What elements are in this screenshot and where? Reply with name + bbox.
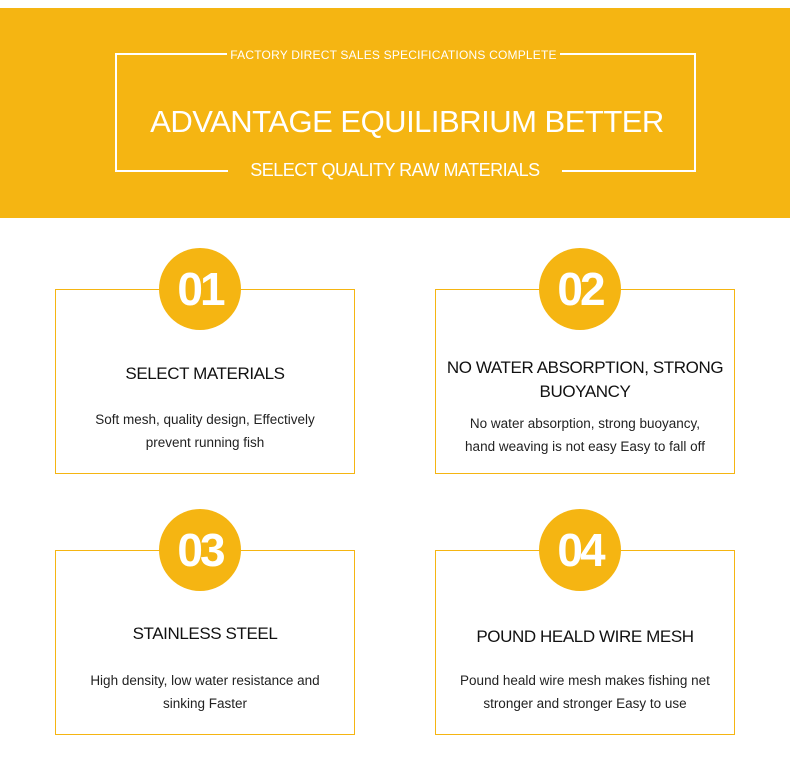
feature-description xyxy=(56,669,354,715)
feature-number-badge: 03 xyxy=(159,509,241,591)
feature-description-line: prevent running fish xyxy=(145,435,265,450)
feature-title: STAINLESS STEEL xyxy=(132,624,278,643)
feature-description xyxy=(436,412,734,458)
feature-title: SELECT MATERIALS xyxy=(125,364,285,383)
frame-line xyxy=(560,53,696,55)
feature-number-badge: 04 xyxy=(539,509,621,591)
feature-number-badge: 02 xyxy=(539,248,621,330)
feature-description-line: No water absorption, strong buoyancy, xyxy=(469,416,701,431)
feature-description xyxy=(56,408,354,454)
feature-title-line: BUOYANCY xyxy=(539,382,631,401)
page-title: ADVANTAGE EQUILIBRIUM BETTER xyxy=(150,104,664,139)
frame-line xyxy=(562,170,696,172)
feature-number-badge: 01 xyxy=(159,248,241,330)
header-top-line: FACTORY DIRECT SALES SPECIFICATIONS COMPLETE xyxy=(230,48,557,62)
feature-title: POUND HEALD WIRE MESH xyxy=(476,627,694,646)
feature-title-line: NO WATER ABSORPTION, STRONG xyxy=(446,358,724,377)
feature-description-line: Soft mesh, quality design, Effectively xyxy=(95,412,315,427)
header-banner xyxy=(0,8,790,218)
frame-line xyxy=(115,170,228,172)
header-subtitle: SELECT QUALITY RAW MATERIALS xyxy=(250,160,540,180)
feature-description-line: Pound heald wire mesh makes fishing net xyxy=(460,673,710,688)
feature-description xyxy=(436,669,734,715)
feature-description-line: hand weaving is not easy Easy to fall off xyxy=(465,439,705,454)
feature-description-line: sinking Faster xyxy=(162,696,248,711)
frame-line xyxy=(115,53,227,55)
feature-title xyxy=(436,356,734,404)
feature-description-line: High density, low water resistance and xyxy=(90,673,320,688)
feature-description-line: stronger and stronger Easy to use xyxy=(483,696,687,711)
